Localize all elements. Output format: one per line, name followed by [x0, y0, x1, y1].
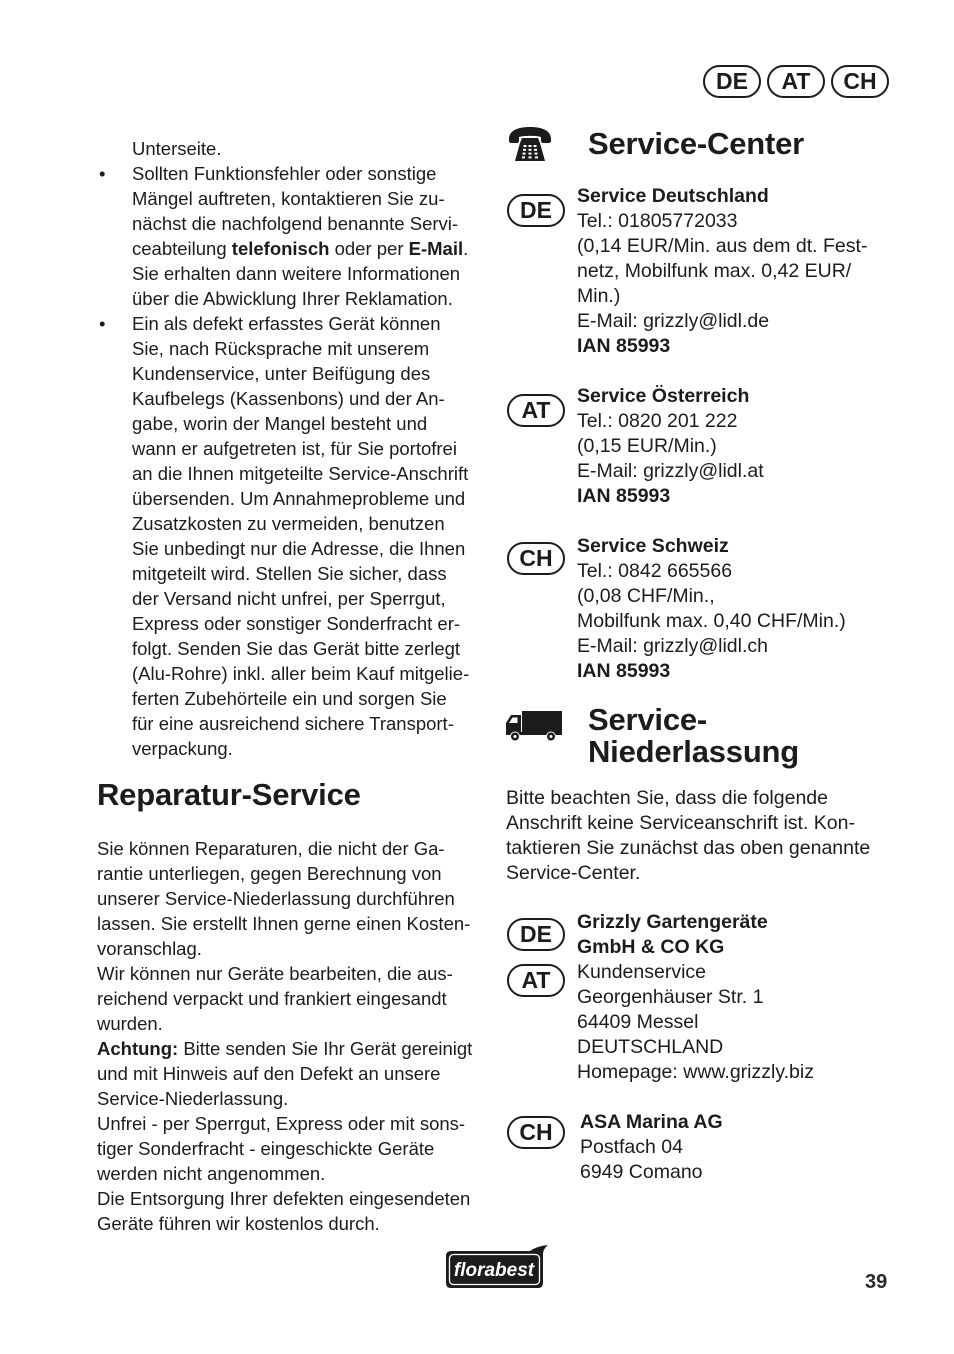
- address-grizzly: [577, 910, 814, 1085]
- text-line: Unterseite.: [132, 138, 222, 159]
- text-line: Mobilfunk max. 0,40 CHF/Min.): [577, 610, 846, 632]
- text-line: übersenden. Um Annahmeprobleme und: [132, 488, 466, 509]
- text-line: Sie, nach Rücksprache mit unserem: [132, 338, 430, 359]
- country-badge-at: AT: [507, 394, 565, 427]
- text-segment: oder per: [329, 238, 409, 259]
- text-line: Mängel auftreten, kontaktieren Sie zu-: [132, 188, 445, 209]
- ian-number: IAN 85993: [577, 335, 671, 357]
- warranty-notes: [97, 136, 492, 761]
- text-line: Kaufbelegs (Kassenbons) und der An-: [132, 388, 445, 409]
- text-line: Postfach 04: [580, 1136, 683, 1158]
- text-line: (0,08 CHF/Min.,: [577, 585, 715, 607]
- text-line: E-Mail: grizzly@lidl.de: [577, 310, 770, 332]
- ian-number: IAN 85993: [577, 660, 671, 682]
- text-line: [97, 1036, 492, 1061]
- text-line: (0,14 EUR/Min. aus dem dt. Fest-: [577, 235, 868, 257]
- section-heading-service-branch: [588, 704, 799, 768]
- text-line: über die Abwicklung Ihrer Reklamation.: [132, 288, 453, 309]
- text-line: Kundenservice, unter Beifügung des: [132, 363, 431, 384]
- entry-title: Service Österreich: [577, 385, 750, 407]
- text-line: tiger Sonderfracht - eingeschickte Geräte: [97, 1138, 435, 1159]
- text-segment: ceabteilung: [132, 238, 232, 259]
- text-line: werden nicht angenommen.: [97, 1163, 326, 1184]
- text-line: mitgeteilt wird. Stellen Sie sicher, dass: [132, 563, 447, 584]
- text-line: netz, Mobilfunk max. 0,42 EUR/: [577, 260, 852, 282]
- text-line: Kundenservice: [577, 961, 706, 983]
- text-line: Ein als defekt erfasstes Gerät können: [132, 313, 441, 334]
- text-line: Tel.: 0842 665566: [577, 560, 733, 582]
- page-number: 39: [865, 1271, 888, 1293]
- text-line: Express oder sonstiger Sonderfracht er-: [132, 613, 461, 634]
- service-entry-ch: [577, 534, 846, 684]
- repair-service-paragraph: [97, 836, 492, 1236]
- text-line: (0,15 EUR/Min.): [577, 435, 717, 457]
- text-line: Tel.: 0820 201 222: [577, 410, 738, 432]
- text-line: (Alu-Rohre) inkl. aller beim Kauf mitgelie-: [132, 663, 470, 684]
- text-line: E-Mail: grizzly@lidl.at: [577, 460, 764, 482]
- address-asa-marina: [580, 1110, 723, 1185]
- text-line: verpackung.: [132, 738, 233, 759]
- text-line: Georgenhäuser Str. 1: [577, 986, 764, 1008]
- text-line: 6949 Comano: [580, 1161, 703, 1183]
- text-line: Unfrei - per Sperrgut, Express oder mit sons-: [97, 1113, 466, 1134]
- emphasis-phone: telefonisch: [231, 238, 330, 259]
- section-heading-service-center: Service-Center: [588, 126, 805, 161]
- text-line: rantie unterliegen, gegen Berechnung von: [97, 863, 442, 884]
- text-line: Geräte führen wir kostenlos durch.: [97, 1213, 380, 1234]
- emphasis-email: E-Mail: [408, 238, 464, 259]
- text-line: 64409 Messel: [577, 1011, 699, 1033]
- service-entry-de: [577, 184, 867, 359]
- text-line: Bitte beachten Sie, dass die folgende: [506, 787, 828, 809]
- country-badge-de: DE: [507, 918, 565, 951]
- text-line: Wir können nur Geräte bearbeiten, die aus-: [97, 963, 453, 984]
- text-line: lassen. Sie erstellt Ihnen gerne einen Kosten-: [97, 913, 471, 934]
- country-badge-de: DE: [703, 65, 761, 98]
- text-line: Anschrift keine Serviceanschrift ist. Kon-: [506, 812, 855, 834]
- text-line: taktieren Sie zunächst das oben genannte: [506, 837, 871, 859]
- text-line: ferten Zubehörteile ein und sorgen Sie: [132, 688, 447, 709]
- text-line: [97, 236, 492, 261]
- text-line: für eine ausreichend sichere Transport-: [132, 713, 454, 734]
- text-line: Sie erhalten dann weitere Informationen: [132, 263, 461, 284]
- text-line: Zusatzkosten zu vermeiden, benutzen: [132, 513, 445, 534]
- country-badge-at: AT: [767, 65, 825, 98]
- text-line: reichend verpackt und frankiert eingesandt: [97, 988, 447, 1009]
- text-line: Service-Center.: [506, 862, 641, 884]
- company-name-line: ASA Marina AG: [580, 1111, 723, 1133]
- text-line: Homepage: www.grizzly.biz: [577, 1061, 814, 1083]
- bullet-symbol: •: [99, 313, 106, 334]
- text-line: der Versand nicht unfrei, per Sperrgut,: [132, 588, 446, 609]
- text-segment: .: [463, 238, 469, 259]
- text-line: gabe, worin der Mangel besteht und: [132, 413, 428, 434]
- service-entry-at: [577, 384, 764, 509]
- country-badge-ch: CH: [507, 542, 565, 575]
- section-heading-repair-service: Reparatur-Service: [97, 777, 361, 812]
- bullet-item: [97, 161, 492, 311]
- country-badge-de: DE: [507, 194, 565, 227]
- text-line: nächst die nachfolgend benannte Servi-: [132, 213, 459, 234]
- text-line: Sie können Reparaturen, die nicht der Ga-: [97, 838, 445, 859]
- text-line: unserer Service-Niederlassung durchführen: [97, 888, 455, 909]
- text-line: wurden.: [97, 1013, 163, 1034]
- company-name-line: Grizzly Gartengeräte: [577, 911, 768, 933]
- telephone-icon: [507, 125, 553, 163]
- truck-icon: [506, 711, 562, 742]
- text-line: DEUTSCHLAND: [577, 1036, 724, 1058]
- country-badge-ch: CH: [831, 65, 889, 98]
- bullet-item: [97, 311, 492, 761]
- text-line: wann er aufgetreten ist, für Sie portofrei: [132, 438, 457, 459]
- text-line: Die Entsorgung Ihrer defekten eingesendeten: [97, 1188, 471, 1209]
- florabest-logo: [440, 1244, 552, 1290]
- text-line: an die Ihnen mitgeteilte Service-Anschrift: [132, 463, 469, 484]
- branch-intro-paragraph: [506, 786, 870, 886]
- bullet-symbol: •: [99, 163, 106, 184]
- heading-line: Niederlassung: [588, 734, 800, 769]
- heading-line: Service-: [588, 702, 708, 737]
- text-line: und mit Hinweis auf den Defekt an unsere: [97, 1063, 441, 1084]
- country-badge-at: AT: [507, 964, 565, 997]
- text-line: Sie unbedingt nur die Adresse, die Ihnen: [132, 538, 466, 559]
- text-line: folgt. Senden Sie das Gerät bitte zerlegt: [132, 638, 461, 659]
- text-line: Service-Niederlassung.: [97, 1088, 289, 1109]
- text-line: Tel.: 01805772033: [577, 210, 738, 232]
- text-line: E-Mail: grizzly@lidl.ch: [577, 635, 768, 657]
- text-line: voranschlag.: [97, 938, 202, 959]
- company-name-line: GmbH & CO KG: [577, 936, 725, 958]
- text-line: Min.): [577, 285, 621, 307]
- ian-number: IAN 85993: [577, 485, 671, 507]
- entry-title: Service Deutschland: [577, 185, 769, 207]
- country-badge-ch: CH: [507, 1116, 565, 1149]
- text-line: Sollten Funktionsfehler oder sonstige: [132, 163, 437, 184]
- logo-wordmark: florabest: [453, 1260, 535, 1281]
- emphasis-attention: Achtung:: [97, 1038, 179, 1059]
- text-segment: Bitte senden Sie Ihr Gerät gereinigt: [178, 1038, 473, 1059]
- entry-title: Service Schweiz: [577, 535, 729, 557]
